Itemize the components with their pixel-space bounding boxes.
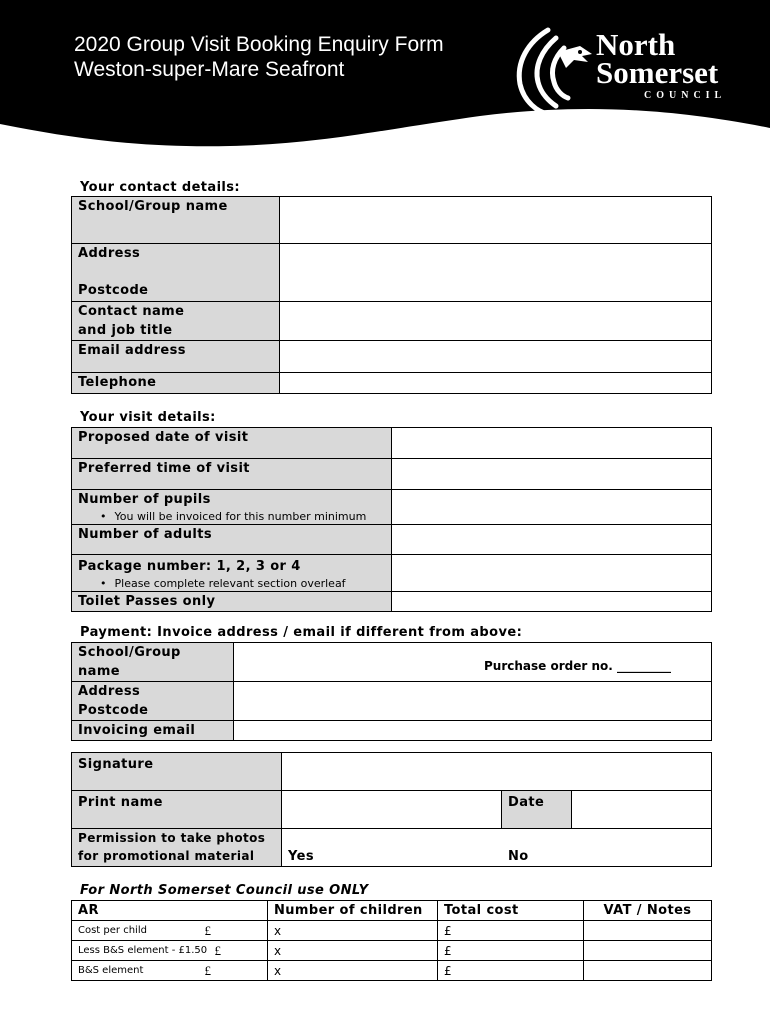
permission-no-option[interactable]: No	[508, 849, 529, 864]
package-note: • Please complete relevant section overleaf	[100, 576, 385, 591]
invoicing-email-label: Invoicing email	[72, 721, 234, 741]
contact-table	[71, 196, 712, 394]
permission-options	[282, 829, 712, 867]
email-label: Email address	[72, 341, 280, 373]
ar-row-label: Cost per child £	[72, 921, 268, 941]
signature-field[interactable]	[282, 753, 712, 791]
logo-north: North	[596, 27, 676, 62]
payment-address-label: Address Postcode	[72, 682, 234, 721]
school-group-name-label: School/Group name	[72, 197, 280, 244]
email-field[interactable]	[280, 341, 712, 373]
col-vat-header: VAT / Notes	[584, 901, 712, 921]
telephone-label: Telephone	[72, 373, 280, 394]
payment-address-field[interactable]	[234, 682, 712, 721]
pupils-label: Number of pupils • You will be invoiced for this number minimum	[72, 490, 392, 525]
contact-name-label: Contact name and job title	[72, 302, 280, 341]
payment-school-label: School/Group name	[72, 643, 234, 682]
table-row	[72, 941, 712, 961]
children-cell[interactable]: x	[268, 921, 438, 941]
payment-postcode-label: Postcode	[78, 703, 149, 718]
pupils-note: • You will be invoiced for this number minimum	[100, 509, 385, 524]
address-label: Address Postcode	[72, 244, 280, 302]
logo-council: COUNCIL	[644, 90, 727, 101]
print-name-field[interactable]	[282, 791, 502, 829]
invoicing-email-field[interactable]	[234, 721, 712, 741]
proposed-date-label: Proposed date of visit	[72, 428, 392, 459]
ar-row-label: B&S element £	[72, 961, 268, 981]
adults-field[interactable]	[392, 525, 712, 555]
office-use-table	[71, 900, 712, 981]
vat-notes-cell[interactable]	[584, 941, 712, 961]
table-row	[72, 961, 712, 981]
dragon-icon	[508, 22, 598, 122]
signature-table	[71, 752, 712, 867]
col-children-header: Number of children	[268, 901, 438, 921]
col-ar-header: AR	[72, 901, 268, 921]
form-subtitle: Weston-super-Mare Seafront	[74, 58, 345, 81]
vat-notes-cell[interactable]	[584, 961, 712, 981]
table-row	[72, 921, 712, 941]
ar-row-label: Less B&S element - £1.50 £	[72, 941, 268, 961]
contact-heading: Your contact details:	[80, 180, 241, 195]
logo-somerset: Somerset	[596, 55, 719, 90]
payment-school-field[interactable]	[234, 643, 712, 682]
total-cost-cell[interactable]: £	[438, 921, 584, 941]
toilet-passes-label: Toilet Passes only	[72, 592, 392, 612]
form-title	[74, 32, 444, 82]
preferred-time-field[interactable]	[392, 459, 712, 490]
adults-label: Number of adults	[72, 525, 392, 555]
purchase-order-label: Purchase order no. _________	[484, 659, 671, 673]
visit-heading: Your visit details:	[80, 410, 216, 425]
permission-yes-option[interactable]: Yes	[288, 849, 314, 864]
total-cost-cell[interactable]: £	[438, 961, 584, 981]
payment-table	[71, 642, 712, 741]
pupils-field[interactable]	[392, 490, 712, 525]
col-total-header: Total cost	[438, 901, 584, 921]
vat-notes-cell[interactable]	[584, 921, 712, 941]
signature-label: Signature	[72, 753, 282, 791]
date-label: Date	[502, 791, 572, 829]
print-name-label: Print name	[72, 791, 282, 829]
telephone-field[interactable]	[280, 373, 712, 394]
children-cell[interactable]: x	[268, 961, 438, 981]
children-cell[interactable]: x	[268, 941, 438, 961]
header-banner	[0, 0, 770, 160]
package-field[interactable]	[392, 555, 712, 592]
form-title-line1: 2020 Group Visit Booking Enquiry Form	[74, 33, 444, 56]
date-field[interactable]	[572, 791, 712, 829]
package-label: Package number: 1, 2, 3 or 4 • Please complete relevant section overleaf	[72, 555, 392, 592]
contact-name-field[interactable]	[280, 302, 712, 341]
proposed-date-field[interactable]	[392, 428, 712, 459]
address-field[interactable]	[280, 244, 712, 302]
office-use-heading: For North Somerset Council use ONLY	[80, 883, 369, 898]
preferred-time-label: Preferred time of visit	[72, 459, 392, 490]
payment-heading: Payment: Invoice address / email if different from above:	[80, 625, 523, 640]
postcode-label: Postcode	[78, 283, 149, 298]
visit-table	[71, 427, 712, 612]
total-cost-cell[interactable]: £	[438, 941, 584, 961]
toilet-passes-field[interactable]	[392, 592, 712, 612]
permission-label: Permission to take photos for promotional material	[72, 829, 282, 867]
north-somerset-logo	[508, 22, 768, 122]
school-group-name-field[interactable]	[280, 197, 712, 244]
